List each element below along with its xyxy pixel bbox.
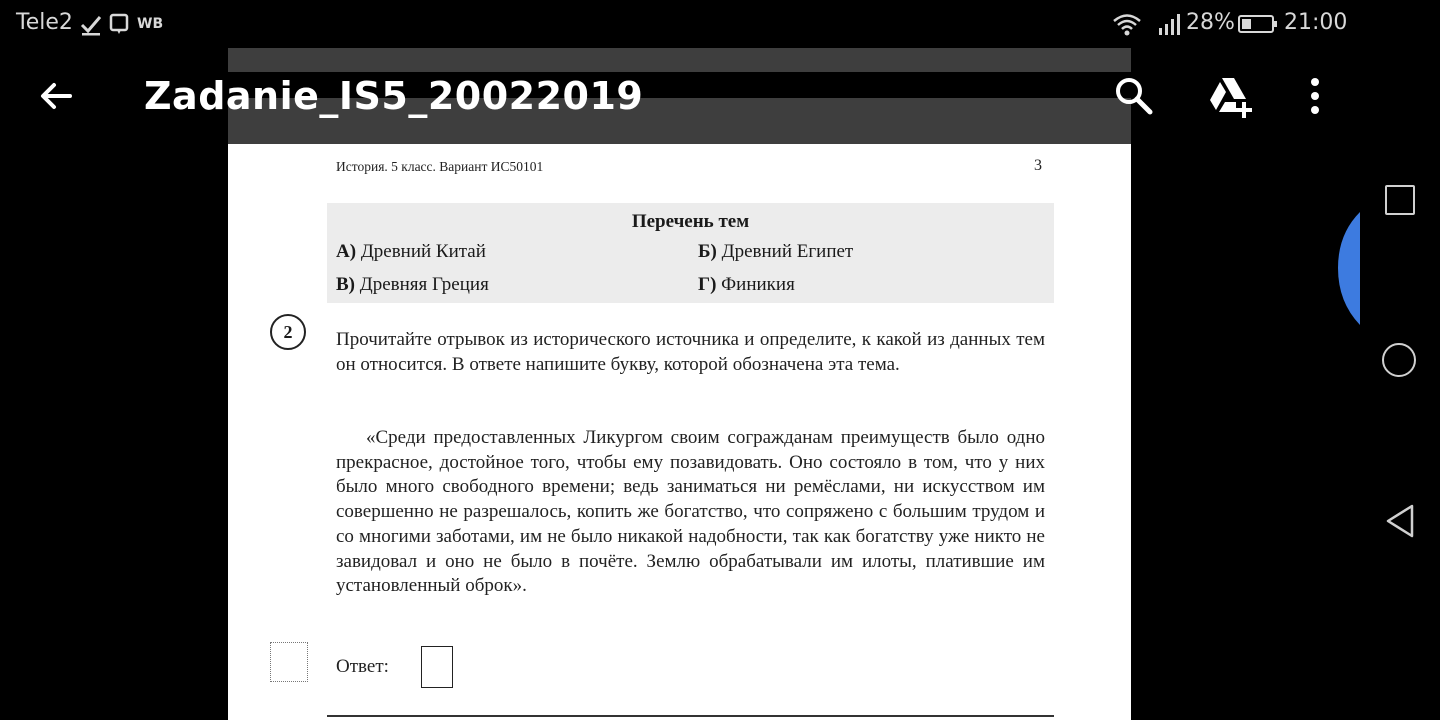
question-number: 2 <box>270 314 306 350</box>
signal-icon <box>1158 12 1184 40</box>
drive-add-icon <box>1206 74 1254 118</box>
add-to-drive-button[interactable] <box>1206 74 1254 118</box>
check-icon <box>80 12 102 40</box>
page-header: История. 5 класс. Вариант ИС50101 <box>336 159 544 174</box>
answer-marker-box <box>270 642 308 682</box>
recent-apps-icon[interactable] <box>1385 185 1415 215</box>
topic-letter: Б) <box>698 241 717 262</box>
search-icon <box>1112 74 1156 118</box>
topic-item <box>336 274 489 296</box>
back-arrow-icon <box>36 76 76 116</box>
topic-item <box>698 274 795 296</box>
wb-label: WB <box>137 16 164 32</box>
document-page[interactable] <box>228 144 1131 720</box>
answer-label: Ответ: <box>336 656 389 677</box>
more-vert-icon <box>1300 74 1330 118</box>
carrier-name: Tele2 <box>16 10 73 35</box>
source-quote: «Среди предоставленных Ликургом своим согражданам преимуществ было одно прекрасное, достойное того, чтобы ему позавидовать. Оно состояло в том, что у них было много свободного времени; ведь заниматься ни ремёслами, ни искусством им совершенно не разрешалось, копить же богатство, что сопряжено с большим трудом и со многими заботами, им не было никакой надобности, так как богатству уже никто не завидовал и оно не было в почёте. Землю обрабатывали им илоты, платившие им установленный оброк». <box>336 427 1045 597</box>
topic-name: Древний Китай <box>360 241 486 262</box>
topic-item <box>336 241 486 263</box>
edge-panel-handle[interactable] <box>1338 212 1360 325</box>
divider <box>327 715 1054 717</box>
topic-item <box>698 241 853 263</box>
clock: 21:00 <box>1284 10 1348 35</box>
topic-letter: Г) <box>698 274 717 295</box>
topic-letter: А) <box>336 241 357 262</box>
status-bar <box>0 0 1440 48</box>
document-title: Zadanie_IS5_20022019 <box>144 74 644 118</box>
more-options-button[interactable] <box>1300 74 1330 118</box>
topic-name: Древняя Греция <box>359 274 489 295</box>
topic-name: Финикия <box>721 274 795 295</box>
topic-name: Древний Египет <box>721 241 854 262</box>
topics-title: Перечень тем <box>631 211 750 232</box>
question-text: Прочитайте отрывок из исторического источника и определите, к какой из данных тем он относится. В ответе напишите букву, которой обозначена эта тема. <box>336 329 1045 375</box>
home-icon[interactable] <box>1382 343 1416 377</box>
topic-letter: В) <box>336 274 355 295</box>
page-number: 3 <box>1034 157 1042 174</box>
wifi-icon <box>1112 12 1142 42</box>
topics-list <box>327 203 1054 303</box>
battery-icon <box>1238 12 1278 40</box>
answer-field[interactable] <box>421 646 453 688</box>
search-button[interactable] <box>1112 74 1156 118</box>
back-icon[interactable] <box>1384 503 1416 539</box>
tablet-icon <box>108 12 130 40</box>
battery-percent: 28% <box>1186 10 1235 35</box>
back-button[interactable] <box>36 76 76 116</box>
